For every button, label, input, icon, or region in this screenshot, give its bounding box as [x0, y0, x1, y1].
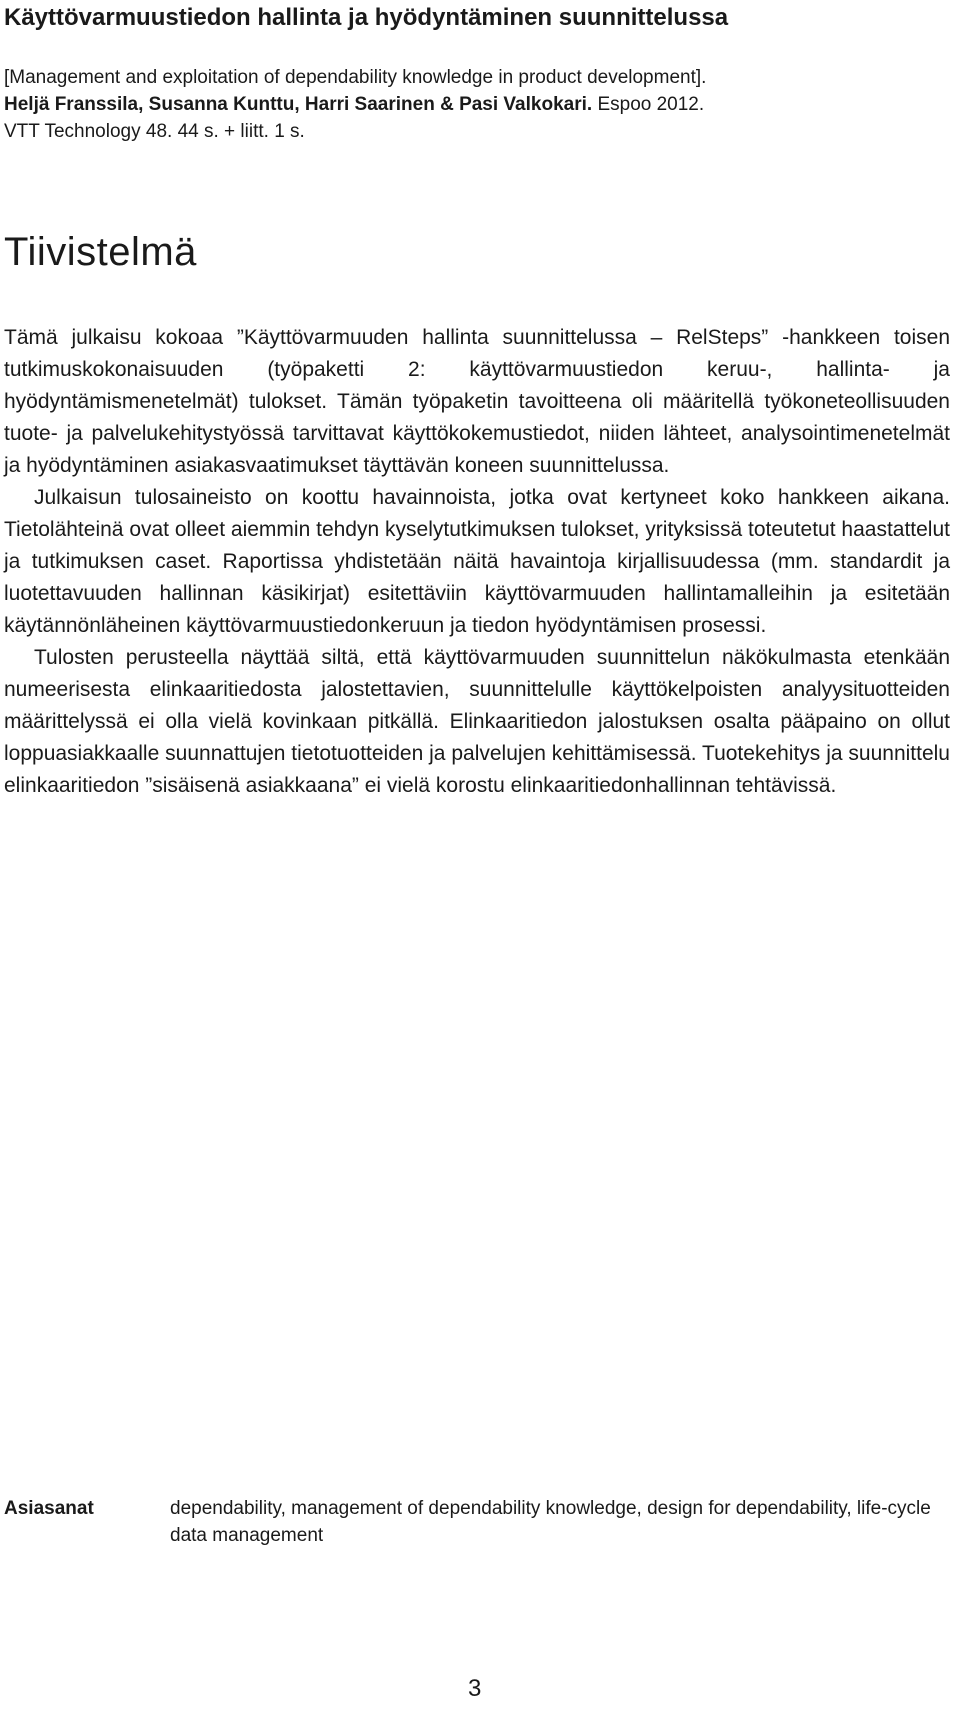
document-title: Käyttövarmuustiedon hallinta ja hyödyntäminen suunnittelussa [4, 4, 729, 31]
abstract-body [4, 322, 950, 802]
abstract-paragraph: Tulosten perusteella näyttää siltä, että käyttövarmuuden suunnittelun näkökulmasta etenkään numeerisesta elinkaaritiedosta jalostettavien, suunnittelulle käyttökelpoisten analyysituotteiden määrittelyssä ei olla vielä kovinkaan pitkällä. Elinkaaritiedon jalostuksen osalta pääpaino on ollut loppuasiakkaalle suunnattujen tietotuotteiden ja palvelujen kehittämisessä. Tuotekehitys ja suunnittelu elinkaaritiedon ”sisäisenä asiakkaana” ei vielä korostu elinkaaritiedonhallinnan tehtävissä. [4, 646, 950, 797]
abstract-heading: Tiivistelmä [4, 230, 197, 274]
citation-block [4, 64, 954, 145]
citation-authors-line [4, 91, 954, 118]
page-number: 3 [468, 1675, 482, 1702]
abstract-paragraph: Tämä julkaisu kokoaa ”Käyttövarmuuden hallinta suunnittelussa – RelSteps” -hankkeen toisen tutkimuskokonaisuuden (työpaketti 2: käyttövarmuustiedon keruu-, hallinta- ja hyödyntämismenetelmät) tulokset. Tämän työpaketin tavoitteena oli määritellä työkoneteollisuuden tuote- ja palvelukehitystyössä tarvittavat käyttökokemustiedot, niiden lähteet, analysointimenetelmät ja hyödyntäminen asiakasvaatimukset täyttävän koneen suunnittelussa. [4, 326, 950, 477]
citation-english-title: [Management and exploitation of dependability knowledge in product development]. [4, 67, 707, 88]
keywords-value: dependability, management of dependability knowledge, design for dependability, life-cycle data management [170, 1498, 931, 1546]
keywords-label: Asiasanat [4, 1498, 94, 1519]
citation-series: VTT Technology 48. 44 s. + liitt. 1 s. [4, 121, 305, 142]
citation-authors: Heljä Franssila, Susanna Kunttu, Harri Saarinen & Pasi Valkokari. [4, 94, 593, 115]
citation-place-year: Espoo 2012. [592, 94, 705, 115]
abstract-paragraph: Julkaisun tulosaineisto on koottu havainnoista, jotka ovat kertyneet koko hankkeen aikana. Tietolähteinä ovat olleet aiemmin tehdyn kyselytutkimuksen tulokset, yrityksissä toteutetut haastattelut ja tutkimuksen caset. Raportissa yhdistetään näitä havaintoja kirjallisuudessa (mm. standardit ja luotettavuuden hallinnan käsikirjat) esitettäviin käyttövarmuuden hallintamalleihin ja esitetään käytännönläheinen käyttövarmuustiedonkeruun ja tiedon hyödyntämisen prosessi. [4, 486, 950, 637]
